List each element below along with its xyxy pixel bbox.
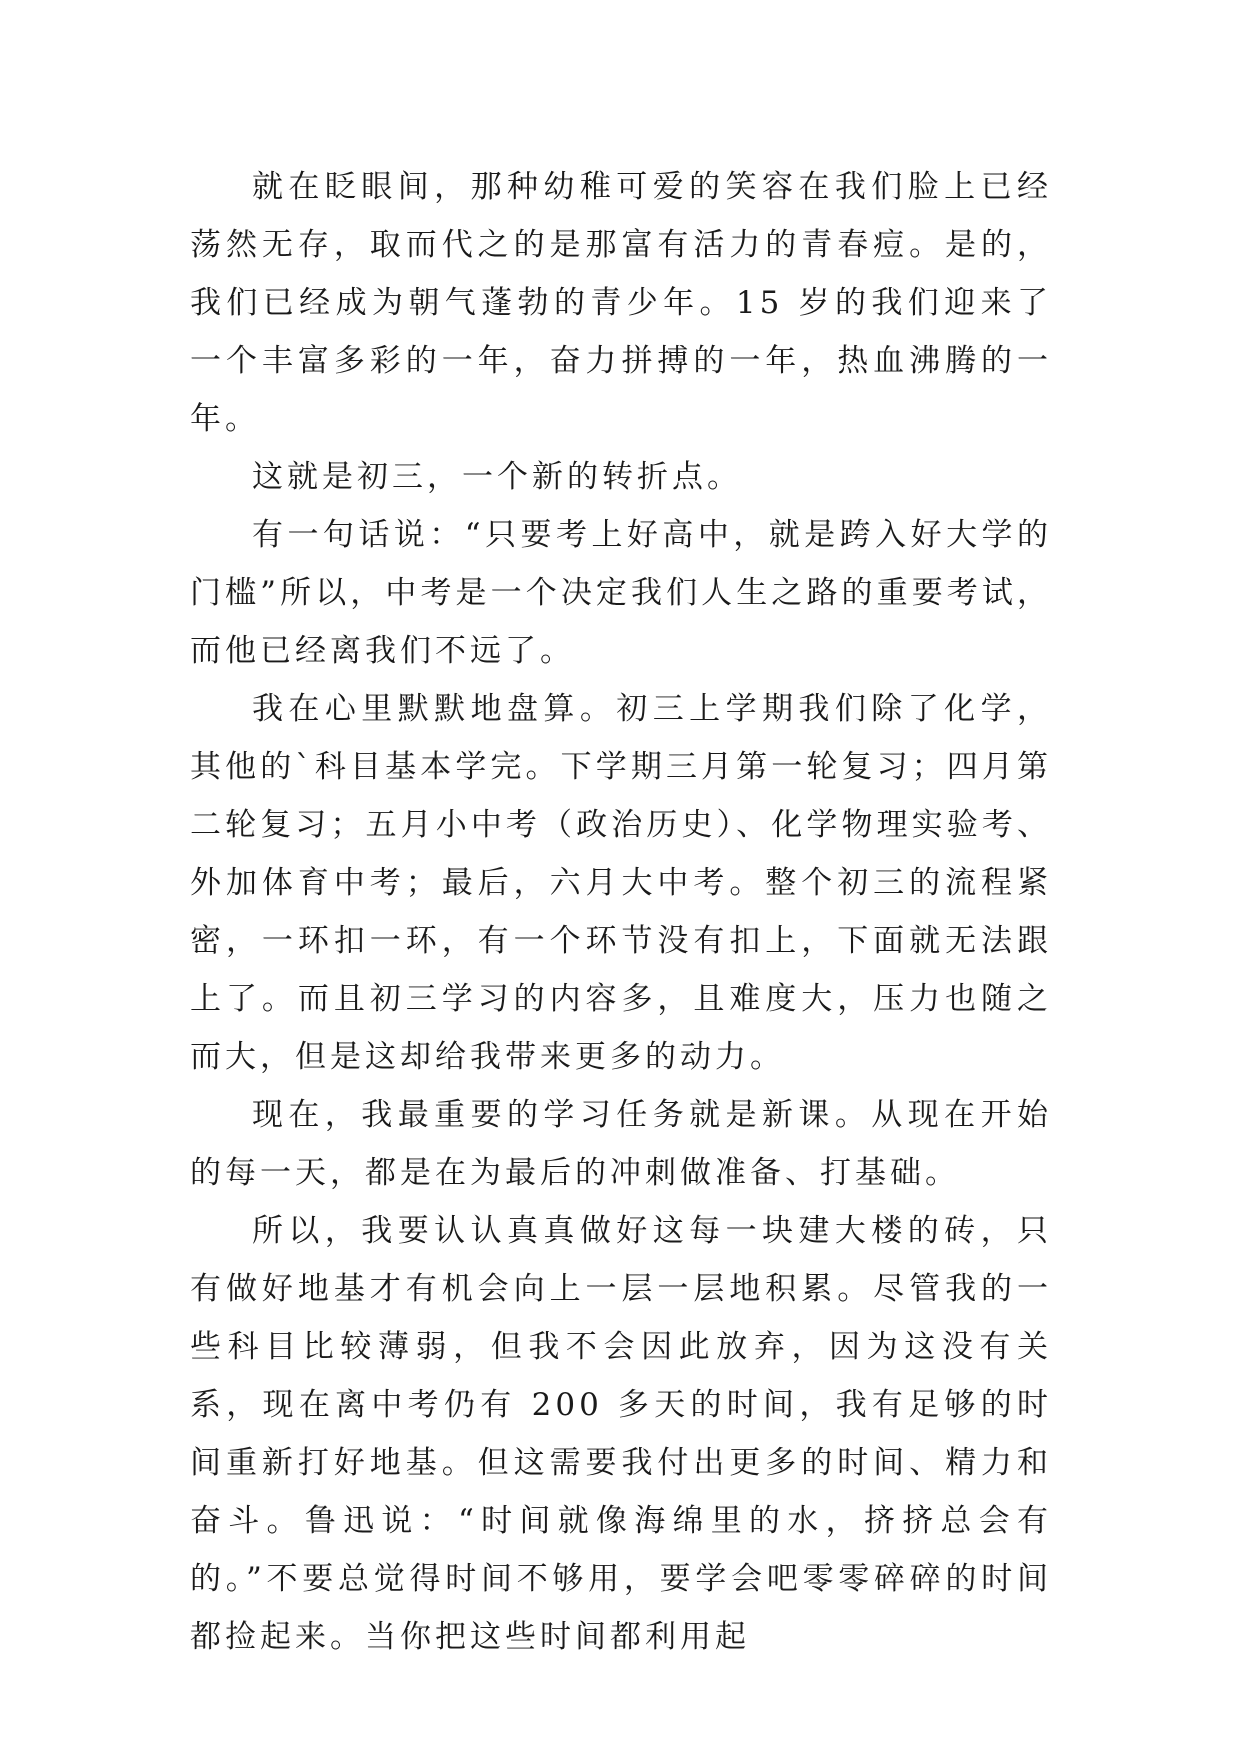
paragraph-3: 有一句话说：“只要考上好高中，就是跨入好大学的门槛”所以，中考是一个决定我们人生之路的重要考试，而他已经离我们不远了。	[190, 517, 1052, 669]
paragraph-2: 这就是初三，一个新的转折点。	[252, 459, 742, 495]
paragraph-5: 现在，我最重要的学习任务就是新课。从现在开始的每一天，都是在为最后的冲刺做准备、打基础。	[190, 1097, 1052, 1191]
paragraph-4: 我在心里默默地盘算。初三上学期我们除了化学，其他的`科目基本学完。下学期三月第一轮复习；四月第二轮复习；五月小中考（政治历史）、化学物理实验考、外加体育中考；最后，六月大中考。整个初三的流程紧密，一环扣一环，有一个环节没有扣上，下面就无法跟上了。而且初三学习的内容多，且难度大，压力也随之而大，但是这却给我带来更多的动力。	[190, 691, 1052, 1075]
paragraph-1: 就在眨眼间，那种幼稚可爱的笑容在我们脸上已经荡然无存，取而代之的是那富有活力的青春痘。是的，我们已经成为朝气蓬勃的青少年。15 岁的我们迎来了一个丰富多彩的一年，奋力拼搏的一年，热血沸腾的一年。	[190, 169, 1052, 437]
essay-body	[190, 158, 1052, 1666]
paragraph-6: 所以，我要认认真真做好这每一块建大楼的砖，只有做好地基才有机会向上一层一层地积累。尽管我的一些科目比较薄弱，但我不会因此放弃，因为这没有关系，现在离中考仍有 200 多天的时间，我有足够的时间重新打好地基。但这需要我付出更多的时间、精力和奋斗。鲁迅说：“时间就像海绵里的水，挤挤总会有的。”不要总觉得时间不够用，要学会吧零零碎碎的时间都捡起来。当你把这些时间都利用起	[190, 1213, 1052, 1655]
